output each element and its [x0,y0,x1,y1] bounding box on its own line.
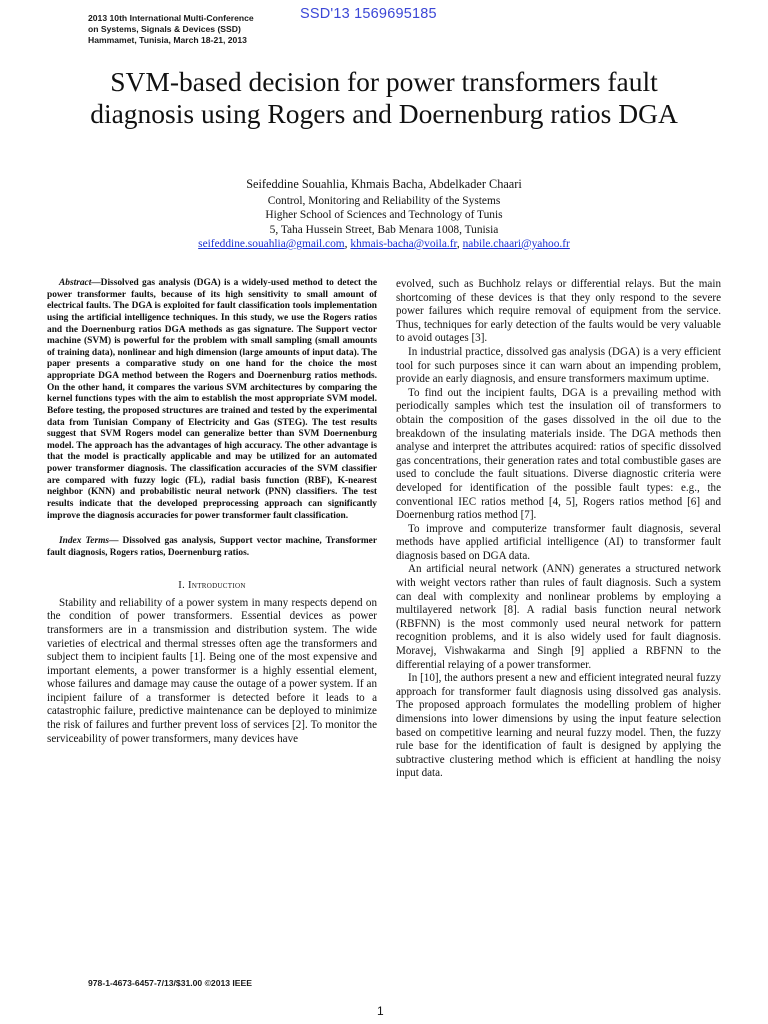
section-numeral: I. [178,579,189,591]
body-paragraph: Stability and reliability of a power system in many respects depend on the condition of power transformers. Essential devices as power transformers are in a transmission and distribution system. The wide varieties of electrical and thermal stresses often age the transformers and subject them to incipient faults [1]. Being one of the most expensive and important elements, a power transformer is a highly essential element, whose failures and damage may cause the outage of a power system. If an incipient failure of a transformer is detected before it leads to a catastrophic failure, predictive maintenance can be deployed to minimize the risk of failures and further prevent loss of services [2]. To monitor the serviceability of power transformers, many devices have [47,596,377,745]
body-paragraph: In [10], the authors present a new and efficient integrated neural fuzzy approach for transformer fault diagnosis using dissolved gas analysis. The proposed approach formulates the modelling problem of higher dimensions into lower dimensions by using the input feature selection based on competitive learning and neural fuzzy model. Then, the fuzzy rule base for the identification of fault is designed by applying the subtractive clustering method which is efficient at handling the noisy input data. [396,672,721,780]
right-column [396,278,721,781]
page-number: 1 [377,1004,384,1018]
email-link[interactable]: seifeddine.souahlia@gmail.com [198,237,345,250]
section-heading [47,580,377,591]
conference-line: Hammamet, Tunisia, March 18-21, 2013 [88,35,247,45]
section-title: Introduction [188,579,246,591]
body-paragraph: An artificial neural network (ANN) generates a structured network with weight vectors rather than rules of fault diagnosis. Such a system can deal with complexity and nonlinear problems by employing a multilayered network [8]. A radial basis function neural network (RBFNN) is the most commonly used neural network for pattern recognition problems, and it is also widely used for fault diagnosis. Moravej, Vishwakarma and Singh [9] applied a RBFNN to the differential relaying of a power transformer. [396,563,721,671]
paper-title [30,66,738,130]
affiliation-line: Control, Monitoring and Reliability of the Systems [267,195,501,207]
abstract [47,278,377,522]
conference-line: 2013 10th International Multi-Conference [88,13,254,23]
title-line: diagnosis using Rogers and Doernenburg ratios DGA [90,98,678,129]
body-paragraph: To find out the incipient faults, DGA is a prevailing method with periodically samples which test the insulation oil of transformers to obtain the composition of the gases dissolved in the oil due to the breakdown of the insulating materials inside. The DGA methods then analyse and interpret the attributes acquired: ratios of specific dissolved gas concentrations, their generation rates and total combustible gases are used to conclude the fault situations. Diverse diagnostic criteria were developed for identification of the possible fault types: e.g., the conventional IEC ratios method [4, 5], Rogers ratios method [6] and Doernenburg ratios method [7]. [396,386,721,522]
body-paragraph: To improve and computerize transformer fault diagnosis, several methods have applied artificial intelligence (AI) to transformer fault diagnosis based on DGA data. [396,522,721,562]
copyright-line: 978-1-4673-6457-7/13/$31.00 ©2013 IEEE [88,978,253,988]
index-terms-label: Index Terms [59,536,110,547]
left-column [47,278,377,746]
conference-line: on Systems, Signals & Devices (SSD) [88,24,241,34]
email-list: seifeddine.souahlia@gmail.com, khmais-bacha@voila.fr, nabile.chaari@yahoo.fr [198,237,570,250]
body-paragraph: In industrial practice, dissolved gas analysis (DGA) is a very efficient tool for such purposes since it can warn about an impending problem, provide an early diagnosis, and ensure transformers maximum uptime. [396,345,721,386]
conference-header [88,13,298,46]
affiliation-line: Higher School of Sciences and Technology of Tunis [265,209,503,222]
body-paragraph: evolved, such as Buchholz relays or differential relays. But the main shortcoming of these devices is that they only respond to the severe power failures which require removal of equipment from the service. Thus, techniques for early detection of the faults would be very valuable to avoid outages [3]. [396,278,721,345]
email-link[interactable]: khmais-bacha@voila.fr [350,237,457,250]
abstract-label: Abstract [59,278,92,288]
affiliation-block [100,194,668,251]
affiliation-line: 5, Taha Hussein Street, Bab Menara 1008, Tunisia [269,223,499,236]
email-link[interactable]: nabile.chaari@yahoo.fr [462,237,570,250]
index-terms [47,536,377,560]
paper-id-stamp: SSD'13 1569695185 [300,6,437,22]
abstract-text: —Dissolved gas analysis (DGA) is a widely-used method to detect the power transformer faults, because of its high sensitivity to small amount of electrical faults. The DGA is exploited for fault classification tools implementation using the artificial intelligence techniques. In this study, we use the Rogers ratios and the Doernenburg ratios DGA methods as gas signature. The Support vector machine (SVM) is powerful for the problem with small sampling (small amounts of training data), nonlinear and high dimension (large amounts of input data). The paper presents a comparative study on one hand for the choice the most appropriate DGA method between the Rogers and Doernenburg ratios methods. On the other hand, it compares the various SVM architectures by comparing the kernel functions types with the aim to establish the most appropriate SVM model. Before testing, the proposed structures are trained and tested by the experimental data from Tunisian Company of Electricity and Gas (STEG). The test results suggest that SVM Rogers model can generalize better than SVM Doernenburg model. The approach has the advantages of high accuracy. The other advantage is that the model is practically applicable and may be utilized for an automated power transformer diagnosis. The classification accuracies of the SVM classifier are compared with fuzzy logic (FL), radial basis function (RBF), K-nearest neighbor (KNN) and probabilistic neural network (PNN) classifiers. The test results indicate that the developed preprocessing approach can significantly improve the diagnosis accuracies for power transformer fault classification. [47,278,377,521]
index-terms-text: — Dissolved gas analysis, Support vector machine, Transformer fault diagnosis, Rogers ratios, Doernenburg ratios. [47,536,377,558]
title-line: SVM-based decision for power transformers fault [110,66,658,97]
author-list: Seifeddine Souahlia, Khmais Bacha, Abdelkader Chaari [246,177,522,191]
